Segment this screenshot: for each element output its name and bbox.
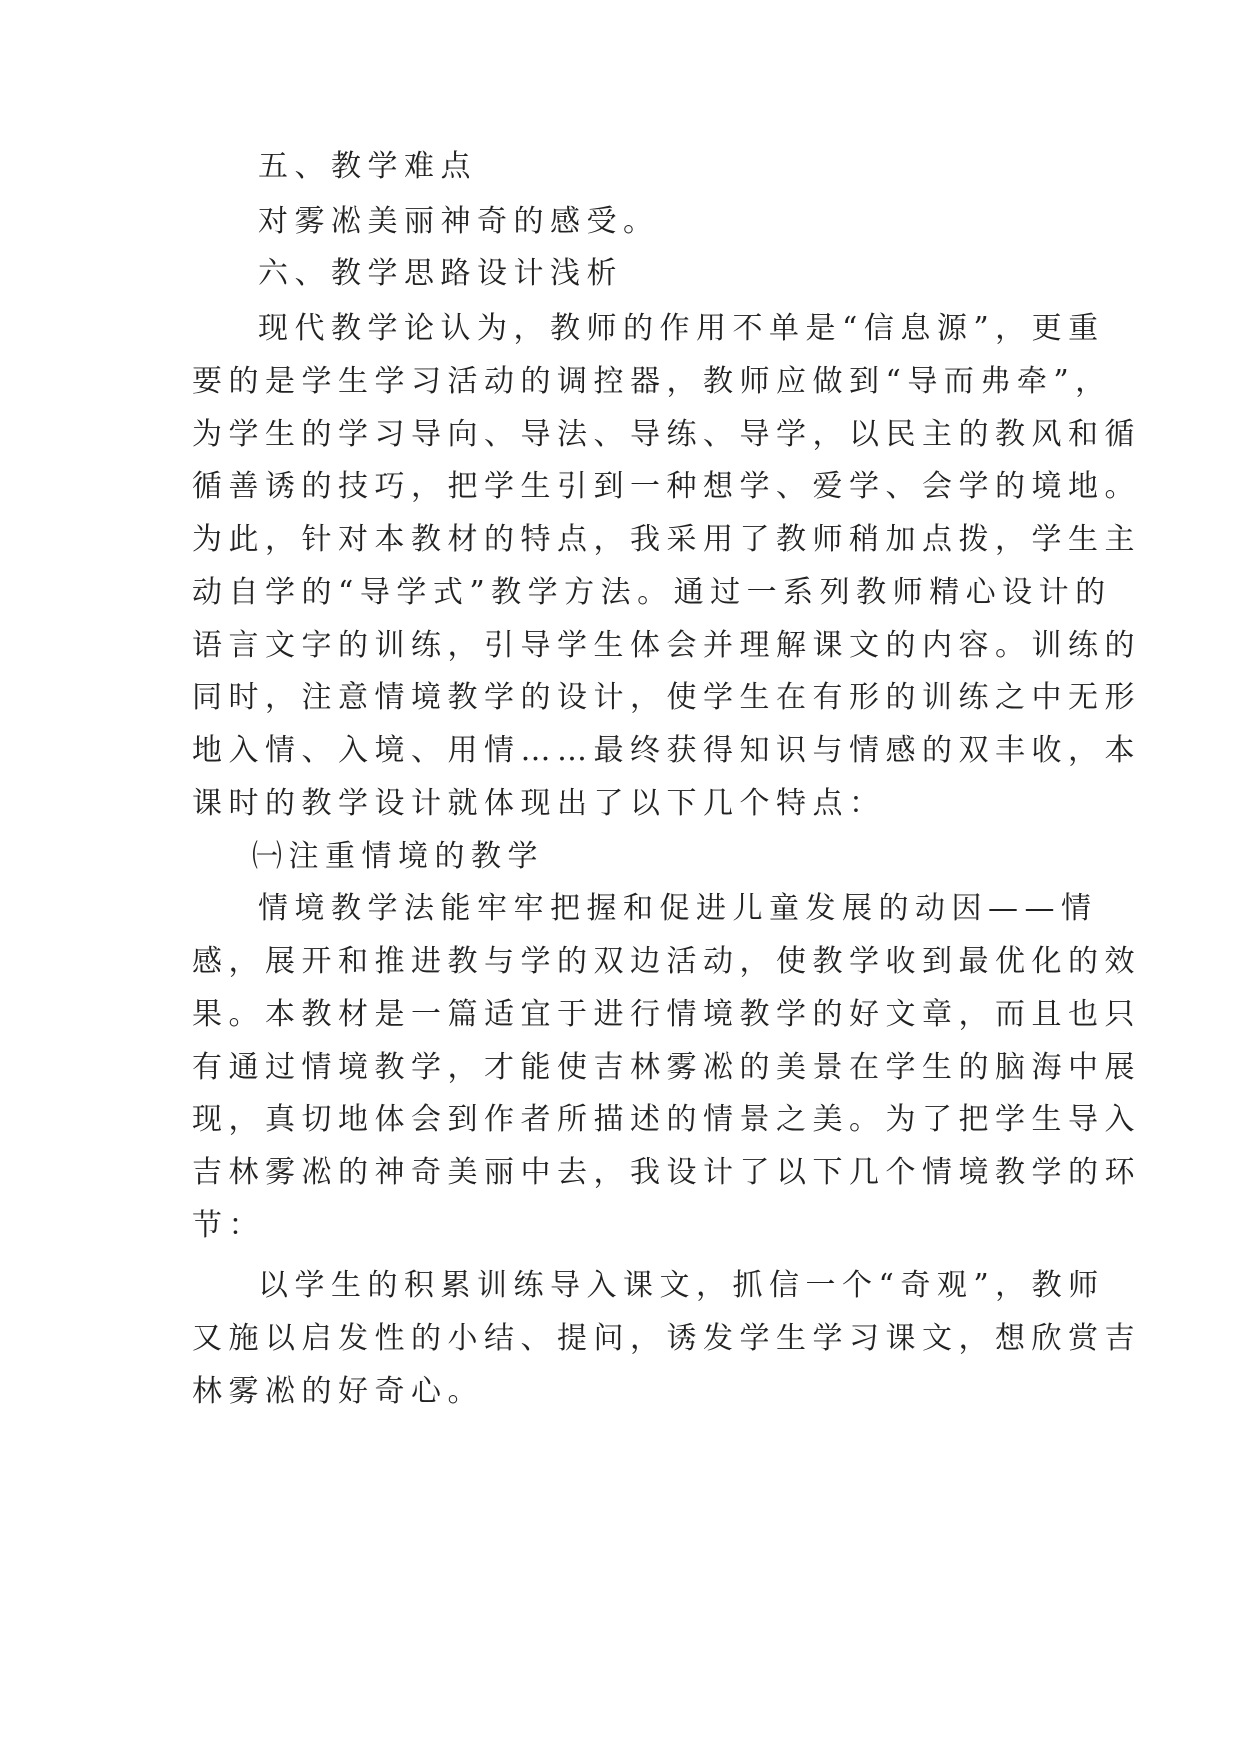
paragraph-line: 情境教学法能牢牢把握和促进儿童发展的动因——情 <box>258 891 1098 926</box>
paragraph-line: 课时的教学设计就体现出了以下几个特点： <box>192 786 886 821</box>
paragraph-line: 地入情、入境、用情……最终获得知识与情感的双丰收，本 <box>192 733 1141 768</box>
paragraph-line: 以学生的积累训练导入课文，抓信一个“奇观”，教师 <box>258 1268 1105 1303</box>
paragraph-line: 吉林雾凇的神奇美丽中去，我设计了以下几个情境教学的环 <box>192 1155 1141 1190</box>
paragraph-line: 同时，注意情境教学的设计，使学生在有形的训练之中无形 <box>192 680 1141 715</box>
paragraph-line: 动自学的“导学式”教学方法。通过一系列教师精心设计的 <box>192 575 1112 610</box>
paragraph-line: 果。本教材是一篇适宜于进行情境教学的好文章，而且也只 <box>192 997 1141 1032</box>
paragraph-line: 要的是学生学习活动的调控器，教师应做到“导而弗牵”， <box>192 364 1112 399</box>
paragraph-line: 节： <box>192 1208 265 1243</box>
paragraph-line: 有通过情境教学，才能使吉林雾凇的美景在学生的脑海中展 <box>192 1050 1141 1085</box>
paragraph-line: 现代教学论认为，教师的作用不单是“信息源”，更重 <box>258 311 1105 346</box>
paragraph-line: 林雾凇的好奇心。 <box>192 1374 484 1409</box>
paragraph-line: 语言文字的训练，引导学生体会并理解课文的内容。训练的 <box>192 628 1141 663</box>
section-heading-teaching-difficulty: 五、教学难点 <box>258 149 477 184</box>
teaching-difficulty-text: 对雾凇美丽神奇的感受。 <box>258 204 660 239</box>
paragraph-line: 现，真切地体会到作者所描述的情景之美。为了把学生导入 <box>192 1102 1141 1137</box>
paragraph-line: 循善诱的技巧，把学生引到一种想学、爱学、会学的境地。 <box>192 469 1141 504</box>
subheading-situational-teaching: ㈠注重情境的教学 <box>252 839 544 874</box>
section-heading-design-analysis: 六、教学思路设计浅析 <box>258 256 623 291</box>
paragraph-line: 为学生的学习导向、导法、导练、导学，以民主的教风和循 <box>192 417 1141 452</box>
paragraph-line: 为此，针对本教材的特点，我采用了教师稍加点拨，学生主 <box>192 522 1141 557</box>
paragraph-line: 感，展开和推进教与学的双边活动，使教学收到最优化的效 <box>192 944 1141 979</box>
paragraph-line: 又施以启发性的小结、提问，诱发学生学习课文，想欣赏吉 <box>192 1321 1141 1356</box>
